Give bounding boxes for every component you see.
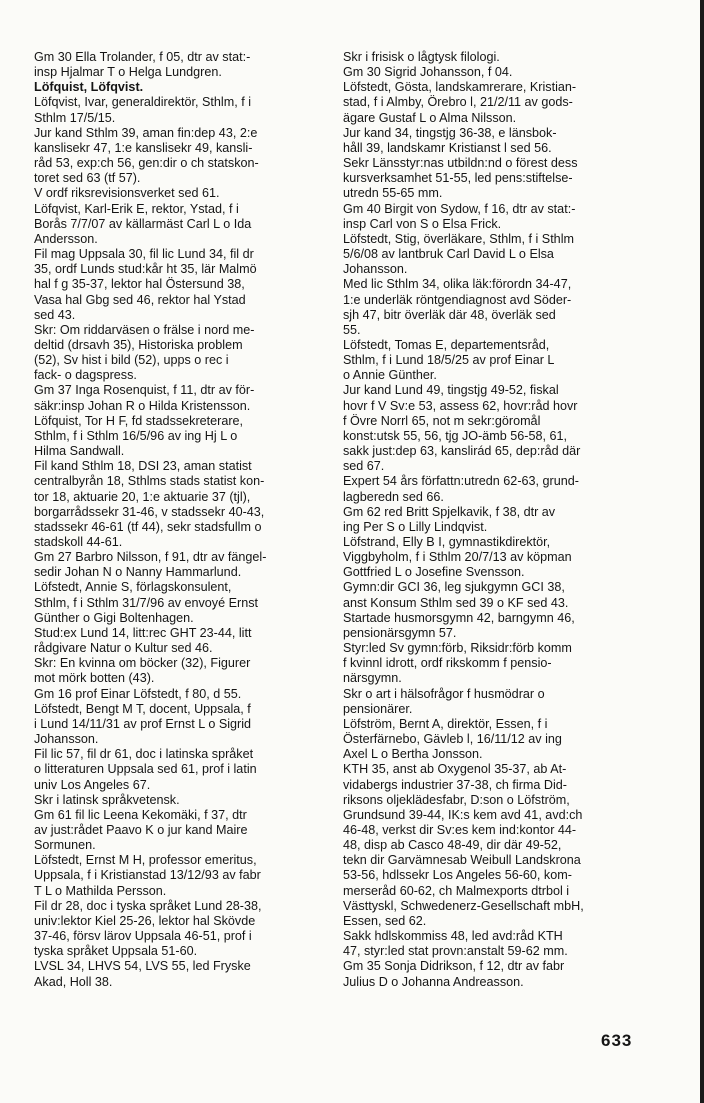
- text-line: Gottfried L o Josefine Svensson.: [343, 565, 525, 580]
- text-line: LVSL 34, LHVS 54, LVS 55, led Fryske: [34, 959, 251, 974]
- text-line: närsgymn.: [343, 671, 402, 686]
- text-line: tyska språket Uppsala 51-60.: [34, 944, 198, 959]
- text-line: (52), Sv hist i bild (52), upps o rec i: [34, 353, 229, 368]
- text-line: Löfstedt, Bengt M T, docent, Uppsala, f: [34, 701, 251, 716]
- text-line: stadssekr 46-61 (tf 44), sekr stadsfullm o: [34, 519, 262, 534]
- text-line: Österfärnebo, Gävleb l, 16/11/12 av ing: [343, 732, 562, 747]
- text-line: Borås 7/7/07 av källarmäst Carl L o Ida: [34, 216, 252, 231]
- text-line: Grundsund 39-44, IK:s kem avd 41, avd:ch: [343, 807, 583, 822]
- text-line: Löfstedt, Gösta, landskamrerare, Kristian-: [343, 80, 577, 95]
- text-line: ägare Gustaf L o Alma Nilsson.: [343, 110, 517, 125]
- text-line: Löfstedt, Tomas E, departementsråd,: [343, 337, 550, 352]
- left-text-column: [34, 50, 330, 990]
- text-line: tekn dir Garvämnesab Weibull Landskrona: [343, 853, 581, 868]
- text-line: tor 18, aktuarie 20, 1:e aktuarie 37 (tjl),: [34, 489, 251, 504]
- text-line: mot mörk botten (43).: [34, 671, 155, 686]
- text-line: utredn 55-65 mm.: [343, 186, 443, 201]
- text-line: Löfqvist, Karl-Erik E, rektor, Ystad, f i: [34, 201, 239, 216]
- text-line: kanslisekr 47, 1:e kanslisekr 49, kansli-: [34, 140, 253, 155]
- text-line: Essen, sed 62.: [343, 913, 427, 928]
- text-line: Sthlm, f i Sthlm 31/7/96 av envoyé Ernst: [34, 595, 258, 610]
- text-line: Expert 54 års författn:utredn 62-63, grund-: [343, 474, 579, 489]
- text-line: f Övre Norrl 65, not m sekr:göromål: [343, 413, 541, 428]
- text-line: Gm 30 Ella Trolander, f 05, dtr av stat:-: [34, 50, 251, 64]
- text-line: 35, ordf Lunds stud:kår ht 35, lär Malmö: [34, 262, 257, 277]
- text-line: centralbyrån 18, Sthlms stads statist kon-: [34, 474, 265, 489]
- text-line: insp Carl von S o Elsa Frick.: [343, 216, 502, 231]
- text-line: 5/6/08 av lantbruk Carl David L o Elsa: [343, 247, 554, 262]
- text-line: Löfstedt, Ernst M H, professor emeritus,: [34, 853, 257, 868]
- text-line: sakk just:dep 63, kanslirád 65, dep:råd där: [343, 444, 581, 459]
- text-line: Löfström, Bernt A, direktör, Essen, f i: [343, 716, 548, 731]
- text-line: Vasa hal Gbg sed 46, rektor hal Ystad: [34, 292, 246, 307]
- text-line: univ:lektor Kiel 25-26, lektor hal Skövde: [34, 913, 256, 928]
- text-line: Gm 30 Sigrid Johansson, f 04.: [343, 65, 513, 80]
- text-line: f kvinnl idrott, ordf rikskomm f pensio-: [343, 656, 552, 671]
- text-line: insp Hjalmar T o Helga Lundgren.: [34, 65, 222, 80]
- text-line: V ordf riksrevisionsverket sed 61.: [34, 186, 220, 201]
- text-line: lagberedn sed 66.: [343, 489, 444, 504]
- text-line: Gm 35 Sonja Didrikson, f 12, dtr av fabr: [343, 959, 565, 974]
- text-line: Skr i frisisk o lågtysk filologi.: [343, 50, 500, 64]
- text-line: anst Konsum Sthlm sed 39 o KF sed 43.: [343, 595, 569, 610]
- text-line: Sthlm, f i Lund 18/5/25 av prof Einar L: [343, 353, 555, 368]
- text-line: Skr i latinsk språkvetensk.: [34, 792, 180, 807]
- text-line: Johansson.: [343, 262, 408, 277]
- text-line: Gymn:dir GCI 36, leg sjukgymn GCI 38,: [343, 580, 565, 595]
- text-line: pensionärer.: [343, 701, 413, 716]
- text-line: säkr:insp Johan R o Hilda Kristensson.: [34, 398, 251, 413]
- text-line: Jur kand 34, tingstjg 36-38, e länsbok-: [343, 125, 557, 140]
- text-line: kursverksamhet 51-55, led pens:stiftelse-: [343, 171, 573, 186]
- text-line: Gm 27 Barbro Nilsson, f 91, dtr av fängel-: [34, 550, 267, 565]
- text-line: stadskoll 44-61.: [34, 535, 123, 549]
- text-line: stad, f i Almby, Örebro l, 21/2/11 av gods-: [343, 95, 573, 110]
- text-line: 1:e underläk röntgendiagnost avd Söder-: [343, 292, 572, 307]
- text-line: riksons oljeklädesfabr, D:son o Löfström,: [343, 792, 570, 807]
- text-line: Axel L o Bertha Jonsson.: [343, 747, 483, 762]
- text-line: sjh 47, bitr överläk där 48, överläk sed: [343, 307, 556, 322]
- text-line: Västtyskl, Schwedenerz-Gesellschaft mbH,: [343, 898, 584, 913]
- text-line: Gm 16 prof Einar Löfstedt, f 80, d 55.: [34, 686, 242, 701]
- page-number: 633: [601, 1031, 633, 1050]
- text-line: Gm 62 red Britt Spjelkavik, f 38, dtr av: [343, 504, 556, 519]
- text-line: Fil lic 57, fil dr 61, doc i latinska språket: [34, 747, 254, 762]
- text-line: KTH 35, anst ab Oxygenol 35-37, ab At-: [343, 762, 567, 777]
- text-line: toret sed 63 (tf 57).: [34, 171, 141, 186]
- text-line: vidabergs industrier 37-38, ch firma Did-: [343, 777, 567, 792]
- text-line: T L o Mathilda Persson.: [34, 883, 167, 898]
- text-line: Löfstedt, Annie S, förlagskonsulent,: [34, 580, 232, 595]
- text-line: deltid (drsavh 35), Historiska problem: [34, 337, 243, 352]
- text-line: Fil kand Sthlm 18, DSI 23, aman statist: [34, 459, 252, 474]
- text-line: Löfqvist, Ivar, generaldirektör, Sthlm, f i: [34, 95, 251, 110]
- text-line: Julius D o Johanna Andreasson.: [343, 974, 524, 989]
- text-line: Med lic Sthlm 34, olika läk:förordn 34-47,: [343, 277, 572, 292]
- text-line: Startade husmorsgymn 42, barngymn 46,: [343, 610, 575, 625]
- text-line: Jur kand Sthlm 39, aman fin:dep 43, 2:e: [34, 125, 258, 140]
- text-line: Hilma Sandwall.: [34, 444, 125, 459]
- text-line: Gm 61 fil lic Leena Kekomäki, f 37, dtr: [34, 807, 247, 822]
- text-line: Andersson.: [34, 231, 98, 246]
- text-line: Löfstedt, Stig, överläkare, Sthlm, f i Sthlm: [343, 231, 574, 246]
- text-line: fack- o dagspress.: [34, 368, 137, 383]
- text-line: 55.: [343, 322, 361, 337]
- text-line: 53-56, hdlssekr Los Angeles 56-60, kom-: [343, 868, 572, 883]
- text-line: Skr: En kvinna om böcker (32), Figurer: [34, 656, 251, 671]
- text-line: ing Per S o Lilly Lindqvist.: [343, 519, 488, 534]
- text-line: Styr:led Sv gymn:förb, Riksidr:förb komm: [343, 641, 572, 656]
- text-line: Johansson.: [34, 732, 99, 747]
- text-line: håll 39, landskamr Kristianst l sed 56.: [343, 140, 552, 155]
- text-line: 46-48, verkst dir Sv:es kem ind:kontor 44-: [343, 822, 577, 837]
- text-line: Gm 40 Birgit von Sydow, f 16, dtr av stat:-: [343, 201, 576, 216]
- text-line: Fil mag Uppsala 30, fil lic Lund 34, fil dr: [34, 247, 254, 262]
- text-line: Sthlm, f i Sthlm 16/5/96 av ing Hj L o: [34, 428, 238, 443]
- text-line: 48, disp ab Casco 48-49, dir där 49-52,: [343, 838, 562, 853]
- text-line: rådgivare Natur o Kultur sed 46.: [34, 641, 213, 656]
- text-line: 37-46, försv lärov Uppsala 46-51, prof i: [34, 929, 252, 944]
- text-line: Viggbyholm, f i Sthlm 20/7/13 av köpman: [343, 550, 572, 565]
- text-line: konst:utsk 55, 56, tjg JO-ämb 56-58, 61,: [343, 428, 568, 443]
- text-line: o litteraturen Uppsala sed 61, prof i latin: [34, 762, 257, 777]
- text-line: sed 43.: [34, 307, 76, 322]
- text-line: o Annie Günther.: [343, 368, 437, 383]
- text-line: Uppsala, f i Kristianstad 13/12/93 av fabr: [34, 868, 261, 883]
- text-line: pensionärsgymn 57.: [343, 625, 457, 640]
- text-line: hovr f V Sv:e 53, assess 62, hovr:råd hovr: [343, 398, 578, 413]
- text-line: Günther o Gigi Boltenhagen.: [34, 610, 194, 625]
- text-line: sed 67.: [343, 459, 385, 474]
- entry-heading-line: Löfquist, Löfqvist.: [34, 80, 144, 95]
- text-line: Löfstrand, Elly B I, gymnastikdirektör,: [343, 535, 551, 549]
- text-line: univ Los Angeles 67.: [34, 777, 151, 792]
- text-line: Gm 37 Inga Rosenquist, f 11, dtr av för-: [34, 383, 255, 398]
- text-line: Löfquist, Tor H F, fd stadssekreterare,: [34, 413, 244, 428]
- right-text-column: [343, 50, 645, 990]
- text-line: borgarrådssekr 31-46, v stadssekr 40-43,: [34, 504, 265, 519]
- text-line: Sormunen.: [34, 838, 96, 853]
- text-line: Skr: Om riddarväsen o frälse i nord me-: [34, 322, 255, 337]
- text-line: merseråd 60-62, ch Malmexports dtrbol i: [343, 883, 570, 898]
- text-line: Sakk hdlskommiss 48, led avd:råd KTH: [343, 929, 563, 944]
- text-line: Sthlm 17/5/15.: [34, 110, 116, 125]
- text-line: Skr o art i hälsofrågor f husmödrar o: [343, 686, 545, 701]
- text-line: av just:rådet Paavo K o jur kand Maire: [34, 822, 248, 837]
- text-line: hal f g 35-37, lektor hal Östersund 38,: [34, 277, 245, 292]
- text-line: Akad, Holl 38.: [34, 974, 113, 989]
- text-line: Sekr Länsstyr:nas utbildn:nd o förest dess: [343, 156, 578, 171]
- text-line: i Lund 14/11/31 av prof Ernst L o Sigrid: [34, 716, 252, 731]
- text-line: Jur kand Lund 49, tingstjg 49-52, fiskal: [343, 383, 559, 398]
- text-line: råd 53, exp:ch 56, gen:dir o ch statskon-: [34, 156, 259, 171]
- page-edge: [700, 0, 704, 1103]
- text-line: 47, styr:led stat provn:anstalt 59-62 mm.: [343, 944, 568, 959]
- text-line: Fil dr 28, doc i tyska språket Lund 28-38,: [34, 898, 262, 913]
- text-line: sedir Johan N o Nanny Hammarlund.: [34, 565, 242, 580]
- text-line: Stud:ex Lund 14, litt:rec GHT 23-44, litt: [34, 625, 252, 640]
